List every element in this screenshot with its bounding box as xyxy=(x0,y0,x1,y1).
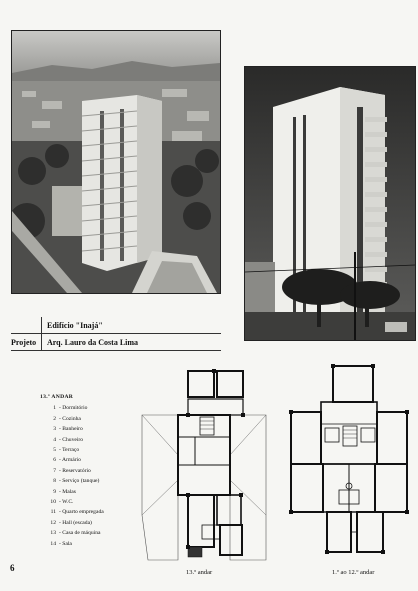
street-photo xyxy=(244,66,416,341)
legend-num: 8 xyxy=(53,478,56,485)
legend-num: 2 xyxy=(53,415,56,422)
legend-num: 12 xyxy=(50,519,56,526)
legend-item xyxy=(40,539,104,549)
legend-num: 14 xyxy=(50,540,56,547)
legend-item xyxy=(40,403,104,413)
legend-item xyxy=(40,476,104,486)
legend-num: 7 xyxy=(53,467,56,474)
legend-label: - Sala xyxy=(59,540,72,547)
legend-label: - Chuveiro xyxy=(59,436,84,443)
legend-num: 6 xyxy=(53,457,56,464)
aerial-photo xyxy=(11,30,221,294)
legend-label: - Hall (escada) xyxy=(59,519,92,526)
building-name: Edifício "Inajá" xyxy=(41,317,103,333)
legend-item xyxy=(40,466,104,476)
legend-label: - Terraço xyxy=(59,447,80,454)
floor-plan-13 xyxy=(140,365,268,565)
legend-item xyxy=(40,455,104,465)
project-label: Projeto xyxy=(11,337,37,347)
legend-item xyxy=(40,414,104,424)
legend-item xyxy=(40,435,104,445)
legend-label: - Dormitório xyxy=(59,405,88,412)
legend-num: 5 xyxy=(53,447,56,454)
legend-item xyxy=(40,528,104,538)
legend-num: 4 xyxy=(53,436,56,443)
credits-building-row xyxy=(11,317,221,334)
legend-num: 9 xyxy=(53,488,56,495)
plan-caption-13: 13.º andar xyxy=(186,569,213,576)
legend-item xyxy=(40,497,104,507)
legend-label: - Banheiro xyxy=(59,426,83,433)
legend-label: - Armário xyxy=(59,457,81,464)
architect-name: Arq. Lauro da Costa Lima xyxy=(41,334,138,350)
plan-legend xyxy=(40,392,104,549)
legend-label: - Malas xyxy=(59,488,76,495)
legend-label: - Casa de máquina xyxy=(59,530,101,537)
credits-project-row xyxy=(11,334,221,351)
legend-title: 13.º ANDAR xyxy=(40,394,74,400)
legend-label: - Cozinha xyxy=(59,415,81,422)
credits-block xyxy=(11,317,221,351)
legend-item xyxy=(40,424,104,434)
legend-num: 3 xyxy=(53,426,56,433)
legend-label: - Quarto empregada xyxy=(59,509,104,516)
legend-num: 1 xyxy=(53,405,56,412)
legend-num: 13 xyxy=(50,530,56,537)
legend-label: - Serviço (tanque) xyxy=(59,478,100,485)
legend-item xyxy=(40,507,104,517)
legend-label: - Reservatório xyxy=(59,467,91,474)
legend-label: - W.C. xyxy=(59,499,74,506)
legend-item xyxy=(40,487,104,497)
legend-item xyxy=(40,445,104,455)
page-number: 6 xyxy=(10,563,15,573)
plan-caption-1-12: 1.º ao 12.º andar xyxy=(332,569,375,576)
legend-num: 11 xyxy=(50,509,56,516)
floor-plan-1-12 xyxy=(285,362,413,562)
legend-item xyxy=(40,518,104,528)
legend-num: 10 xyxy=(50,499,56,506)
